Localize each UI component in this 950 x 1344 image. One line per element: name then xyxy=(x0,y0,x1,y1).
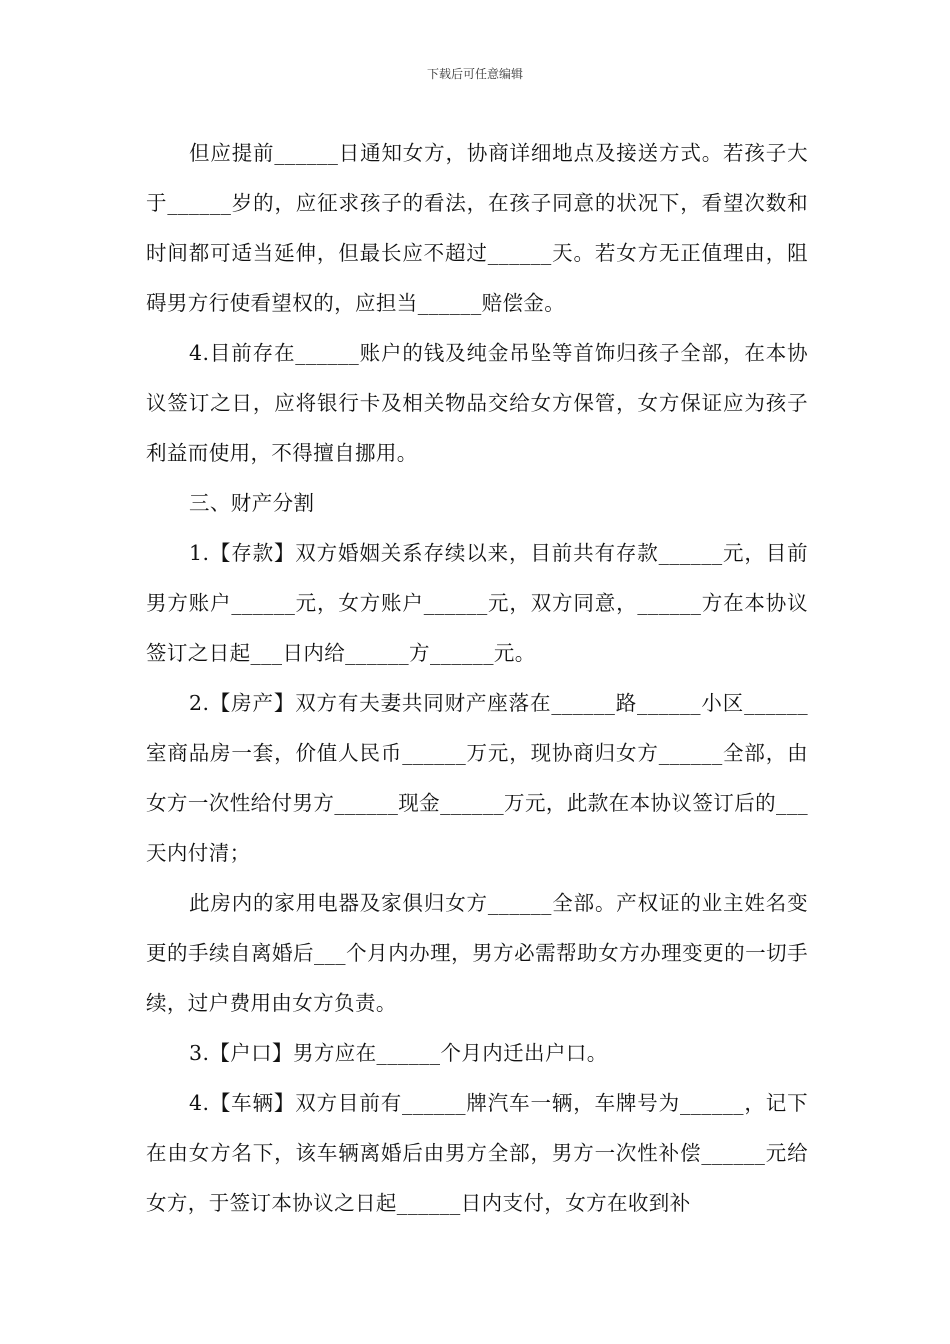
paragraph-savings: 1.【存款】双方婚姻关系存续以来，目前共有存款______元，目前男方账户______元，女方账户______元，双方同意，______方在本协议签订之日起___日内给______方______元。 xyxy=(146,541,808,665)
page-header: 下载后可任意编辑 xyxy=(426,67,523,81)
paragraph-child-account: 4.目前存在______账户的钱及纯金吊坠等首饰归孩子全部，在本协议签订之日，应将银行卡及相关物品交给女方保管，女方保证应为孩子利益而使用，不得擅自挪用。 xyxy=(146,341,808,465)
document-body xyxy=(146,128,808,1228)
paragraph-real-estate: 2.【房产】双方有夫妻共同财产座落在______路______小区______室商品房一套，价值人民币______万元，现协商归女方______全部，由女方一次性给付男方______现金______万元，此款在本协议签订后的___天内付清； xyxy=(146,691,808,865)
paragraph-vehicle: 4.【车辆】双方目前有______牌汽车一辆，车牌号为______，记下在由女方名下，该车辆离婚后由男方全部，男方一次性补偿______元给女方，于签订本协议之日起______日内支付，女方在收到补 xyxy=(146,1091,808,1215)
paragraph-visitation-terms: 但应提前______日通知女方，协商详细地点及接送方式。若孩子大于______岁的，应征求孩子的看法，在孩子同意的状况下，看望次数和时间都可适当延伸，但最长应不超过______天。若女方无正值理由，阻碍男方行使看望权的，应担当______赔偿金。 xyxy=(146,141,808,315)
section-heading-property-division: 三、财产分割 xyxy=(189,491,315,515)
paragraph-appliances: 此房内的家用电器及家俱归女方______全部。产权证的业主姓名变更的手续自离婚后___个月内办理，男方必需帮助女方办理变更的一切手续，过户费用由女方负责。 xyxy=(146,891,808,1015)
paragraph-household-registration: 3.【户口】男方应在______个月内迁出户口。 xyxy=(189,1041,608,1065)
